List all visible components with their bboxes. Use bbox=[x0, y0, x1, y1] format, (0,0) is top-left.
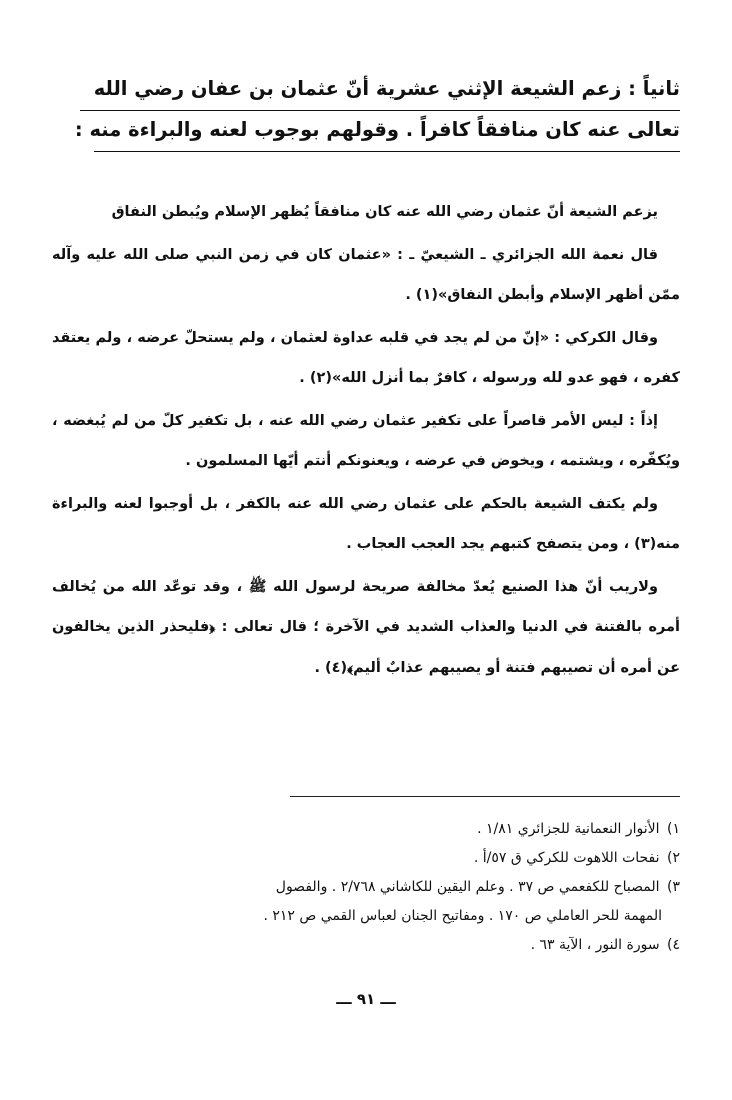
footnote-text: المصباح للكفعمي ص ٣٧ . وعلم اليقين للكاشاني ٢/٧٦٨ . والفصول bbox=[275, 879, 660, 895]
footnote-number: ٣) bbox=[667, 879, 680, 895]
footnote-divider bbox=[290, 796, 680, 797]
heading-line-2: تعالى عنه كان منافقاً كافراً . وقولهم بوجوب لعنه والبراءة منه : bbox=[94, 111, 680, 152]
page-number: ـــ ٩١ ـــ bbox=[336, 990, 396, 1008]
footnote-number: ١) bbox=[667, 821, 680, 837]
footnote-text: سورة النور ، الآية ٦٣ . bbox=[530, 937, 660, 953]
footnote-1 bbox=[52, 815, 680, 844]
footnote-number: ٤) bbox=[667, 937, 680, 953]
paragraph-2: قال نعمة الله الجزائري ـ الشيعيّ ـ : «عثمان كان في زمن النبي صلى الله عليه وآله ممّن أظهر الإسلام وأبطن النفاق»(١) . bbox=[52, 246, 680, 303]
paragraph-4: إذاً : ليس الأمر قاصراً على تكفير عثمان رضي الله عنه ، بل تكفير كلّ من لم يُبغضه ، ويُكفّره ، ويشتمه ، ويخوض في عرضه ، ويعنونكم أنتم أيّها المسلمون . bbox=[52, 412, 680, 469]
heading-line-1: ثانياً : زعم الشيعة الإثني عشرية أنّ عثمان بن عفان رضي الله bbox=[80, 70, 680, 111]
paragraph-6: ولاريب أنّ هذا الصنيع يُعدّ مخالفة صريحة لرسول الله ﷺ ، وقد توعّد الله من يُخالف أمره بالفتنة في الدنيا والعذاب الشديد في الآخرة ؛ قال تعالى : ﴿فليحذر الذين يخالفون عن أمره أن تصيبهم فتنة أو يصيبهم عذابٌ أليم﴾(٤) . bbox=[52, 578, 680, 676]
footnotes bbox=[52, 815, 680, 960]
footnote-number: ٢) bbox=[667, 850, 680, 866]
footnote-3 bbox=[52, 873, 680, 931]
footnote-text-continued: المهمة للحر العاملي ص ١٧٠ . ومفاتيح الجنان لعباس القمي ص ٢١٢ . bbox=[263, 908, 662, 924]
section-heading bbox=[50, 70, 680, 152]
paragraph-5: ولم يكتف الشيعة بالحكم على عثمان رضي الله عنه بالكفر ، بل أوجبوا لعنه والبراءة منه(٣) ، ومن يتصفح كتبهم يجد العجب العجاب . bbox=[52, 495, 680, 552]
paragraph-1: يزعم الشيعة أنّ عثمان رضي الله عنه كان منافقاً يُظهر الإسلام ويُبطن النفاق bbox=[111, 204, 658, 220]
footnote-4 bbox=[52, 931, 680, 960]
footnote-2 bbox=[52, 844, 680, 873]
body-text bbox=[52, 192, 680, 690]
paragraph-3: وقال الكركي : «إنّ من لم يجد في قلبه عداوة لعثمان ، ولم يستحلّ عرضه ، ولم يعتقد كفره ، فهو عدو لله ورسوله ، كافرٌ بما أنزل الله»(٢) . bbox=[52, 329, 680, 386]
footnote-text: الأنوار النعمانية للجزائري ١/٨١ . bbox=[477, 821, 660, 837]
footnote-text: نفحات اللاهوت للكركي ق ٥٧/أ . bbox=[473, 850, 660, 866]
